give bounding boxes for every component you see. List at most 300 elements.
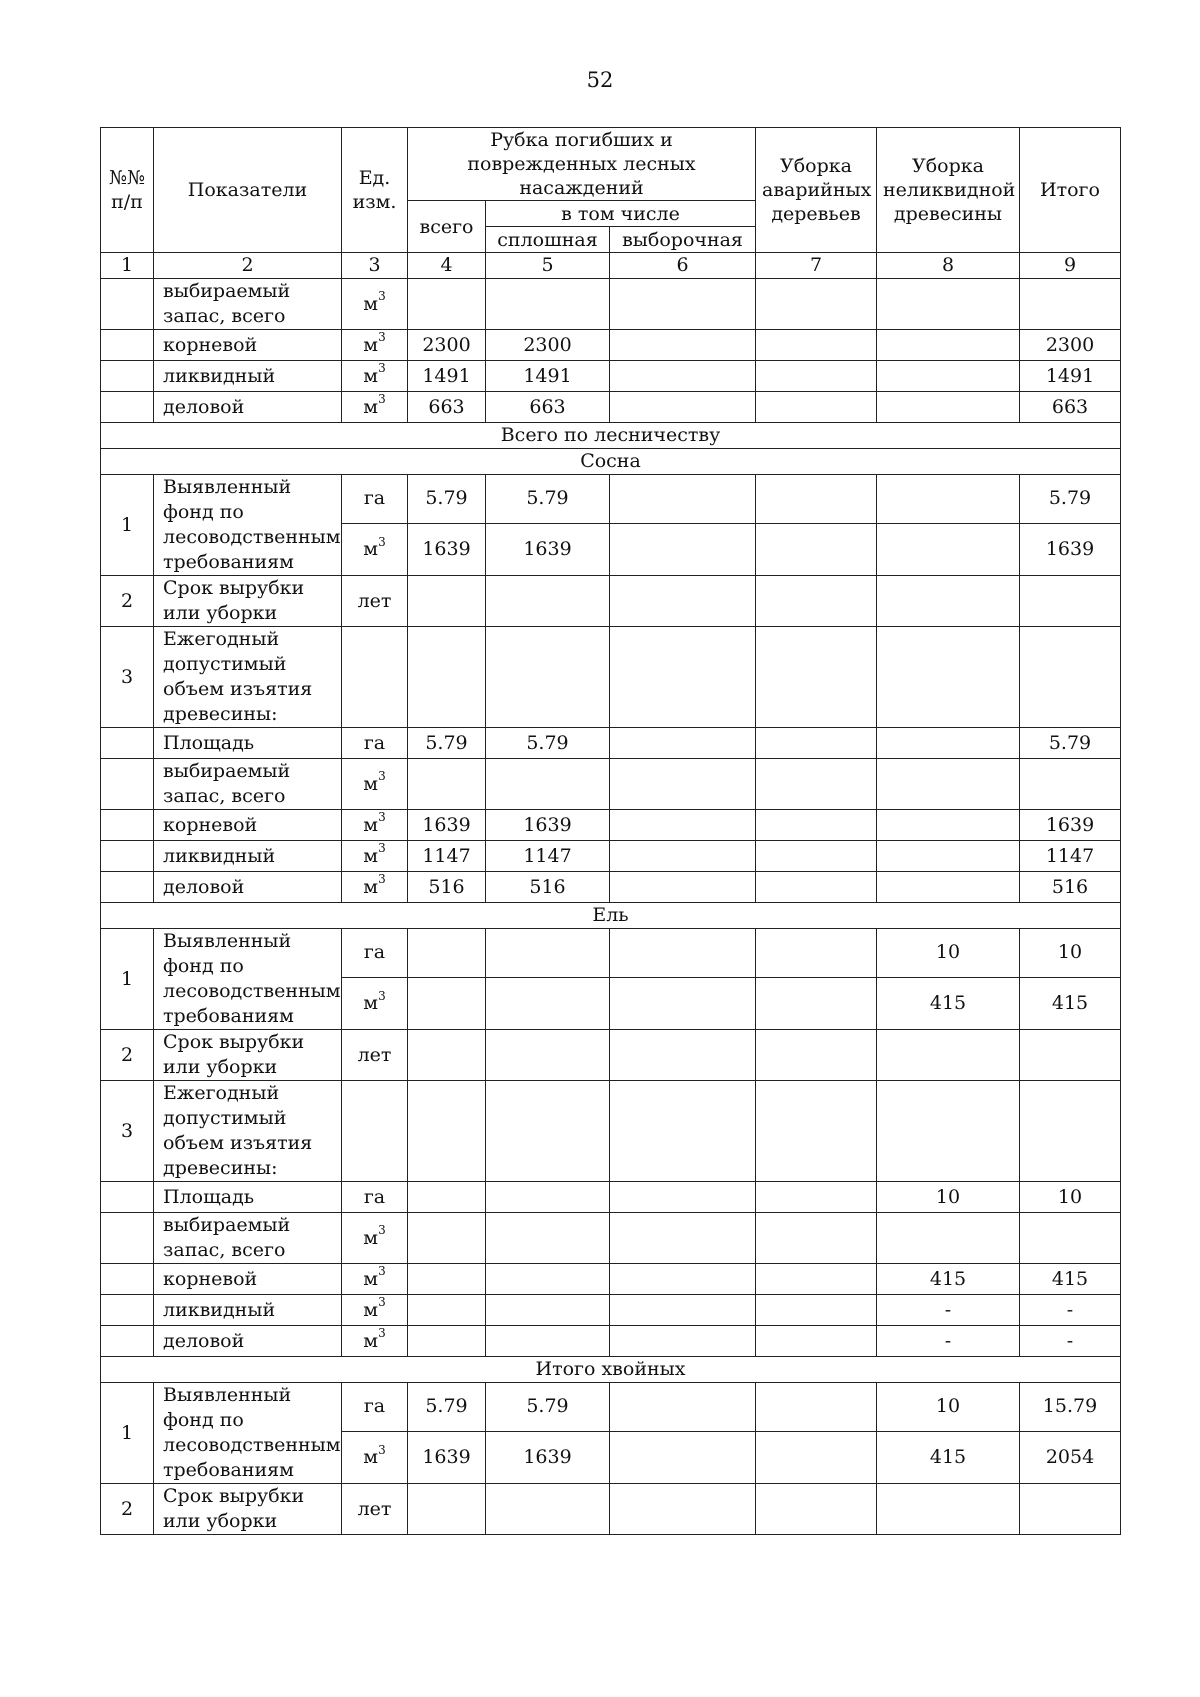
unit-superscript: 3 [378, 289, 386, 304]
value-cell [1020, 759, 1121, 810]
value-cell: 2054 [1020, 1431, 1121, 1483]
unit-superscript: 3 [378, 872, 386, 887]
header-total: всего [408, 201, 486, 253]
row-number [101, 279, 154, 330]
value-cell: 1147 [1020, 841, 1121, 872]
value-cell [486, 1295, 610, 1326]
value-cell [610, 1383, 756, 1432]
row-number [101, 392, 154, 423]
unit-cell [342, 576, 408, 627]
value-cell: 5.79 [486, 1383, 610, 1432]
row-label: выбираемый запас, всего [154, 1213, 342, 1264]
unit-text: га [363, 1395, 386, 1418]
unit-text: лет [357, 1043, 392, 1066]
value-cell [756, 627, 877, 728]
value-cell [1020, 279, 1121, 330]
value-cell [756, 392, 877, 423]
value-cell: 10 [877, 1182, 1020, 1213]
row-number: 3 [101, 1081, 154, 1182]
col-number: 3 [342, 253, 408, 279]
value-cell: 415 [877, 1264, 1020, 1295]
value-cell: - [1020, 1295, 1121, 1326]
value-cell [408, 759, 486, 810]
value-cell [610, 279, 756, 330]
value-cell [756, 810, 877, 841]
value-cell [610, 810, 756, 841]
col-number: 9 [1020, 253, 1121, 279]
value-cell: 1639 [1020, 523, 1121, 575]
value-cell: 5.79 [408, 1383, 486, 1432]
row-label: деловой [154, 872, 342, 903]
unit-superscript: 3 [378, 1442, 386, 1457]
value-cell: 1639 [1020, 810, 1121, 841]
value-cell [610, 1030, 756, 1081]
unit-text: га [363, 487, 386, 510]
value-cell [486, 279, 610, 330]
row-label: Срок вырубки или уборки [154, 576, 342, 627]
section-title: Итого хвойных [101, 1357, 1121, 1383]
unit-cell [342, 977, 408, 1029]
unit-text: м [363, 772, 379, 795]
row-number [101, 1295, 154, 1326]
value-cell: - [877, 1326, 1020, 1357]
unit-superscript: 3 [378, 810, 386, 825]
value-cell [877, 759, 1020, 810]
header-result: Итого [1020, 128, 1121, 253]
value-cell [877, 1030, 1020, 1081]
row-number [101, 728, 154, 759]
value-cell [756, 1182, 877, 1213]
unit-text: м [363, 813, 379, 836]
value-cell: 663 [486, 392, 610, 423]
value-cell [486, 1264, 610, 1295]
value-cell [877, 523, 1020, 575]
value-cell [756, 1030, 877, 1081]
value-cell [877, 392, 1020, 423]
unit-cell [342, 1182, 408, 1213]
value-cell: 516 [408, 872, 486, 903]
unit-cell [342, 841, 408, 872]
value-cell: 516 [486, 872, 610, 903]
unit-text: м [363, 364, 379, 387]
value-cell [408, 279, 486, 330]
row-number [101, 330, 154, 361]
value-cell [756, 759, 877, 810]
value-cell: 5.79 [486, 728, 610, 759]
unit-text: га [363, 941, 386, 964]
value-cell [1020, 627, 1121, 728]
section-row [101, 1357, 1121, 1383]
value-cell [486, 1081, 610, 1182]
header-including: в том числе [486, 201, 756, 227]
value-cell [877, 872, 1020, 903]
value-cell: 516 [1020, 872, 1121, 903]
value-cell: 5.79 [486, 475, 610, 524]
unit-superscript: 3 [378, 392, 386, 407]
row-number [101, 1182, 154, 1213]
table-row [101, 759, 1121, 810]
table-row [101, 475, 1121, 524]
value-cell [610, 1264, 756, 1295]
row-number [101, 841, 154, 872]
table-row [101, 1383, 1121, 1432]
section-title: Сосна [101, 449, 1121, 475]
value-cell [610, 1182, 756, 1213]
value-cell [408, 1182, 486, 1213]
unit-cell [342, 1484, 408, 1535]
value-cell: 415 [1020, 1264, 1121, 1295]
unit-superscript: 3 [378, 1223, 386, 1238]
unit-text: га [363, 1185, 386, 1208]
section-row [101, 449, 1121, 475]
value-cell [408, 1295, 486, 1326]
value-cell: 663 [408, 392, 486, 423]
row-label: деловой [154, 392, 342, 423]
row-label: Площадь [154, 1182, 342, 1213]
value-cell [756, 1213, 877, 1264]
value-cell [756, 1295, 877, 1326]
value-cell [877, 1213, 1020, 1264]
unit-text: га [363, 731, 386, 754]
table-row [101, 810, 1121, 841]
value-cell [1020, 576, 1121, 627]
header-emergency: Уборка аварийных деревьев [756, 128, 877, 253]
unit-text: м [363, 333, 379, 356]
col-number: 4 [408, 253, 486, 279]
value-cell: 1639 [486, 523, 610, 575]
row-number: 1 [101, 1383, 154, 1484]
column-number-row [101, 253, 1121, 279]
value-cell [877, 279, 1020, 330]
value-cell: 415 [877, 1431, 1020, 1483]
value-cell [610, 929, 756, 978]
row-label: Выявленный фонд по лесоводственным требованиям [154, 475, 342, 576]
row-label: Выявленный фонд по лесоводственным требованиям [154, 1383, 342, 1484]
value-cell: 415 [1020, 977, 1121, 1029]
col-number: 5 [486, 253, 610, 279]
unit-text: м [363, 1226, 379, 1249]
unit-superscript: 3 [378, 988, 386, 1003]
value-cell [610, 627, 756, 728]
value-cell: 1639 [486, 1431, 610, 1483]
value-cell [610, 1484, 756, 1535]
col-number: 7 [756, 253, 877, 279]
value-cell [610, 475, 756, 524]
unit-cell [342, 1295, 408, 1326]
row-number [101, 872, 154, 903]
unit-text: лет [357, 1497, 392, 1520]
table-row [101, 279, 1121, 330]
row-label: Ежегодный допустимый объем изъятия древесины: [154, 1081, 342, 1182]
col-number: 1 [101, 253, 154, 279]
unit-superscript: 3 [378, 361, 386, 376]
unit-cell [342, 872, 408, 903]
unit-text: м [363, 395, 379, 418]
unit-cell [342, 330, 408, 361]
value-cell [486, 1182, 610, 1213]
value-cell: 1639 [408, 523, 486, 575]
header-selective: выборочная [610, 227, 756, 253]
table-row [101, 929, 1121, 978]
unit-text: м [363, 1298, 379, 1321]
value-cell [408, 1484, 486, 1535]
row-label: Ежегодный допустимый объем изъятия древесины: [154, 627, 342, 728]
value-cell [756, 330, 877, 361]
row-label: Площадь [154, 728, 342, 759]
value-cell [408, 576, 486, 627]
table-row [101, 1484, 1121, 1535]
table-row [101, 841, 1121, 872]
value-cell [610, 576, 756, 627]
table-row [101, 627, 1121, 728]
table-row [101, 1030, 1121, 1081]
value-cell [408, 977, 486, 1029]
section-title: Всего по лесничеству [101, 423, 1121, 449]
header-clear: сплошная [486, 227, 610, 253]
value-cell [877, 841, 1020, 872]
value-cell [610, 1213, 756, 1264]
value-cell: 5.79 [1020, 475, 1121, 524]
value-cell [877, 1081, 1020, 1182]
value-cell: 2300 [1020, 330, 1121, 361]
value-cell: 10 [1020, 1182, 1121, 1213]
value-cell [408, 1264, 486, 1295]
unit-cell [342, 1081, 408, 1182]
value-cell [486, 1213, 610, 1264]
unit-cell [342, 392, 408, 423]
value-cell [486, 1484, 610, 1535]
row-label: Срок вырубки или уборки [154, 1484, 342, 1535]
value-cell [756, 1383, 877, 1432]
value-cell [756, 1431, 877, 1483]
unit-text: м [363, 1267, 379, 1290]
value-cell [1020, 1081, 1121, 1182]
row-label: корневой [154, 330, 342, 361]
unit-text: м [363, 1445, 379, 1468]
value-cell [610, 1081, 756, 1182]
value-cell [756, 361, 877, 392]
unit-cell [342, 1213, 408, 1264]
row-label: корневой [154, 1264, 342, 1295]
value-cell [877, 810, 1020, 841]
value-cell: - [1020, 1326, 1121, 1357]
unit-text: лет [357, 589, 392, 612]
row-number: 3 [101, 627, 154, 728]
value-cell: 10 [1020, 929, 1121, 978]
section-title: Ель [101, 903, 1121, 929]
value-cell: 1639 [408, 810, 486, 841]
unit-cell [342, 1431, 408, 1483]
value-cell [756, 728, 877, 759]
unit-superscript: 3 [378, 1295, 386, 1310]
value-cell [610, 523, 756, 575]
unit-text: м [363, 1329, 379, 1352]
value-cell [610, 361, 756, 392]
row-number [101, 1264, 154, 1295]
table-row [101, 392, 1121, 423]
table-row [101, 1182, 1121, 1213]
value-cell: 15.79 [1020, 1383, 1121, 1432]
row-label: Срок вырубки или уборки [154, 1030, 342, 1081]
value-cell [486, 1326, 610, 1357]
table-row [101, 1081, 1121, 1182]
header-felling: Рубка погибших и поврежденных лесных насаждений [408, 128, 756, 201]
unit-text: м [363, 844, 379, 867]
value-cell: 2300 [408, 330, 486, 361]
value-cell [486, 977, 610, 1029]
value-cell [756, 872, 877, 903]
row-label: выбираемый запас, всего [154, 279, 342, 330]
unit-superscript: 3 [378, 330, 386, 345]
table-row [101, 330, 1121, 361]
value-cell [486, 759, 610, 810]
value-cell [610, 1326, 756, 1357]
value-cell [486, 576, 610, 627]
row-number [101, 759, 154, 810]
value-cell: 5.79 [408, 475, 486, 524]
value-cell [756, 1081, 877, 1182]
value-cell [756, 576, 877, 627]
row-label: корневой [154, 810, 342, 841]
value-cell [756, 929, 877, 978]
unit-cell [342, 1383, 408, 1432]
unit-cell [342, 728, 408, 759]
value-cell: 5.79 [408, 728, 486, 759]
value-cell [408, 627, 486, 728]
value-cell [877, 1484, 1020, 1535]
unit-superscript: 3 [378, 534, 386, 549]
unit-cell [342, 929, 408, 978]
value-cell: 2300 [486, 330, 610, 361]
table-row [101, 872, 1121, 903]
unit-cell [342, 1326, 408, 1357]
value-cell [610, 728, 756, 759]
row-label: деловой [154, 1326, 342, 1357]
value-cell [408, 1081, 486, 1182]
value-cell [610, 977, 756, 1029]
value-cell [877, 330, 1020, 361]
row-number: 2 [101, 1030, 154, 1081]
unit-superscript: 3 [378, 1264, 386, 1279]
value-cell: 1147 [408, 841, 486, 872]
unit-cell [342, 1264, 408, 1295]
unit-cell [342, 523, 408, 575]
value-cell: - [877, 1295, 1020, 1326]
row-label: ликвидный [154, 841, 342, 872]
value-cell: 1639 [408, 1431, 486, 1483]
header-unit: Ед. изм. [342, 128, 408, 253]
row-number: 1 [101, 475, 154, 576]
col-number: 2 [154, 253, 342, 279]
col-number: 8 [877, 253, 1020, 279]
value-cell [756, 1484, 877, 1535]
value-cell: 1491 [408, 361, 486, 392]
row-label: выбираемый запас, всего [154, 759, 342, 810]
table-row [101, 728, 1121, 759]
table-row [101, 576, 1121, 627]
page-number: 52 [586, 68, 614, 92]
value-cell: 10 [877, 1383, 1020, 1432]
value-cell [756, 1264, 877, 1295]
row-number [101, 1213, 154, 1264]
forest-felling-table [100, 127, 1121, 1535]
value-cell: 663 [1020, 392, 1121, 423]
row-label: ликвидный [154, 1295, 342, 1326]
value-cell [408, 1030, 486, 1081]
unit-cell [342, 810, 408, 841]
unit-superscript: 3 [378, 841, 386, 856]
value-cell [610, 392, 756, 423]
value-cell [877, 475, 1020, 524]
unit-superscript: 3 [378, 1326, 386, 1341]
value-cell [756, 279, 877, 330]
unit-cell [342, 279, 408, 330]
table-row [101, 361, 1121, 392]
table-row [101, 1213, 1121, 1264]
row-number: 2 [101, 576, 154, 627]
value-cell [1020, 1030, 1121, 1081]
value-cell [408, 1326, 486, 1357]
value-cell [610, 330, 756, 361]
header-indicator: Показатели [154, 128, 342, 253]
unit-text: м [363, 292, 379, 315]
value-cell [1020, 1484, 1121, 1535]
value-cell [756, 475, 877, 524]
value-cell [877, 627, 1020, 728]
unit-cell [342, 475, 408, 524]
value-cell: 5.79 [1020, 728, 1121, 759]
value-cell [756, 1326, 877, 1357]
unit-cell [342, 759, 408, 810]
value-cell [756, 841, 877, 872]
value-cell: 10 [877, 929, 1020, 978]
unit-superscript: 3 [378, 769, 386, 784]
row-number: 2 [101, 1484, 154, 1535]
header-illiquid: Уборка неликвидной древесины [877, 128, 1020, 253]
value-cell: 1491 [1020, 361, 1121, 392]
row-number: 1 [101, 929, 154, 1030]
unit-cell [342, 1030, 408, 1081]
value-cell [486, 929, 610, 978]
value-cell: 415 [877, 977, 1020, 1029]
header-num: №№ п/п [101, 128, 154, 253]
value-cell: 1491 [486, 361, 610, 392]
table-row [101, 1264, 1121, 1295]
value-cell [408, 1213, 486, 1264]
row-label: Выявленный фонд по лесоводственным требованиям [154, 929, 342, 1030]
value-cell [408, 929, 486, 978]
table-row [101, 1295, 1121, 1326]
value-cell [756, 523, 877, 575]
value-cell [610, 1295, 756, 1326]
row-number [101, 1326, 154, 1357]
value-cell [610, 872, 756, 903]
value-cell: 1639 [486, 810, 610, 841]
value-cell [1020, 1213, 1121, 1264]
section-row [101, 423, 1121, 449]
value-cell [877, 576, 1020, 627]
section-row [101, 903, 1121, 929]
value-cell [756, 977, 877, 1029]
value-cell [610, 841, 756, 872]
table-row [101, 1326, 1121, 1357]
unit-text: м [363, 991, 379, 1014]
value-cell: 1147 [486, 841, 610, 872]
value-cell [486, 627, 610, 728]
value-cell [877, 361, 1020, 392]
unit-text: м [363, 875, 379, 898]
value-cell [486, 1030, 610, 1081]
